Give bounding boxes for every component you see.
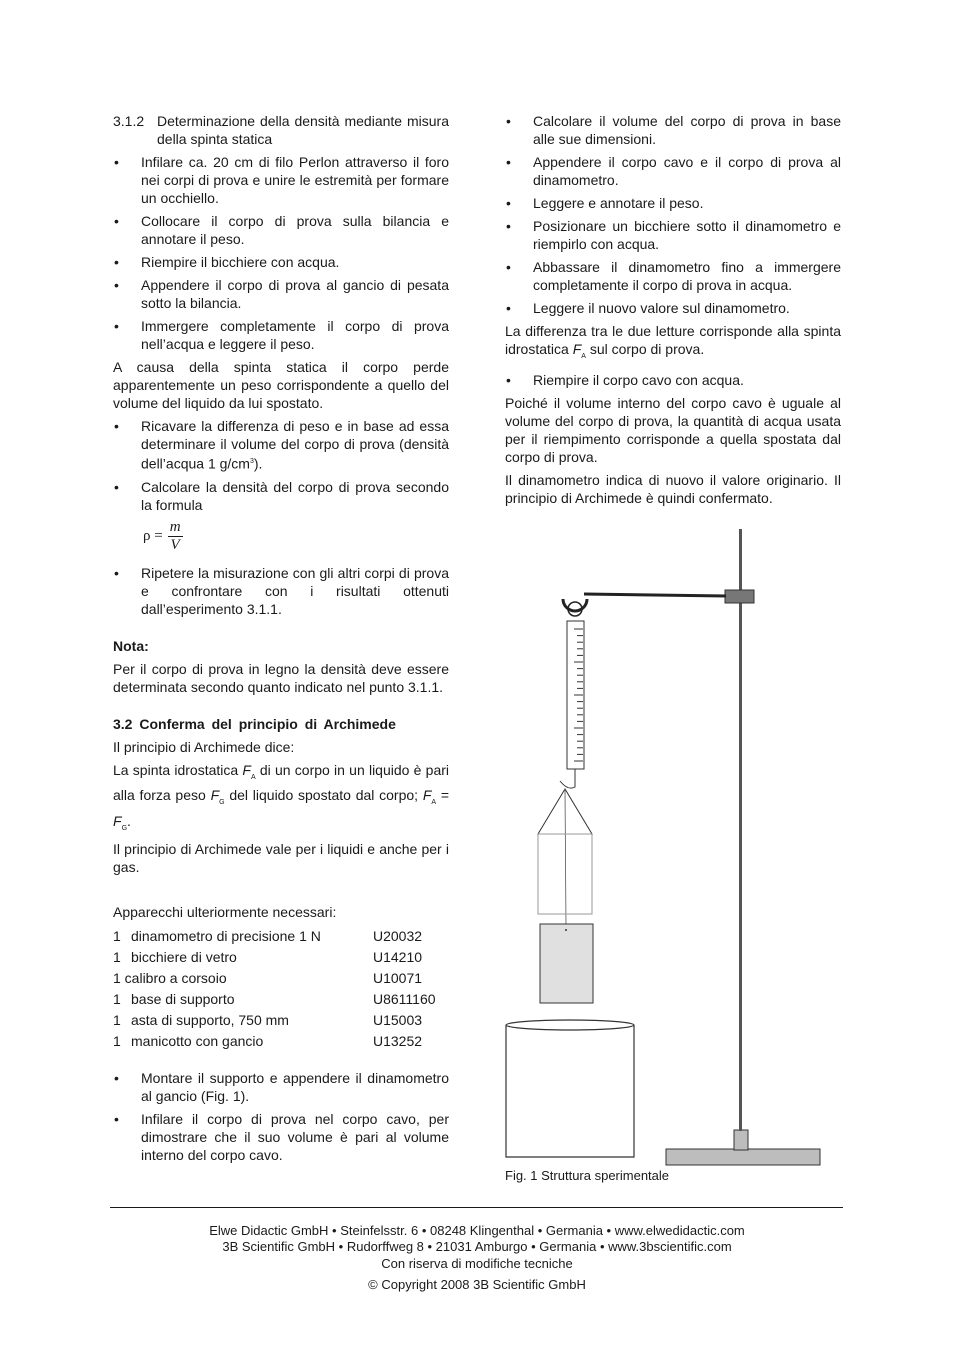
table-cell-qty: 1 (113, 991, 121, 1008)
formula-fraction (168, 519, 183, 554)
footer-divider (110, 1207, 843, 1208)
footer-line-3: Con riserva di modifiche tecniche (381, 1256, 573, 1271)
bullet-list-e (505, 371, 841, 389)
text-part: La spinta idrostatica (113, 761, 243, 778)
archimede-statement (113, 761, 449, 838)
table-cell-name: asta di supporto, 750 mm (131, 1012, 289, 1029)
table-cell-name: dinamometro di precisione 1 N (131, 928, 321, 945)
apparecchi-title: Apparecchi ulteriormente necessari: (113, 904, 337, 921)
table-row (113, 990, 436, 1011)
table-cell-qty: 1 (113, 1012, 121, 1029)
list-item: • Leggere il nuovo valore sul dinamometro. (505, 299, 841, 317)
table-row (113, 948, 436, 969)
formula-rho: ρ = (143, 528, 163, 545)
table-cell-code: U20032 (373, 928, 423, 945)
bullet-list-d (505, 112, 841, 317)
table-cell-name: base di supporto (131, 991, 235, 1008)
list-item: • Calcolare il volume del corpo di prova in base alle sue dimensioni. (505, 112, 841, 148)
list-item: • Appendere il corpo cavo e il corpo di prova al dinamometro. (505, 153, 841, 189)
experiment-figure (500, 525, 830, 1175)
paragraph-final: Il dinamometro indica di nuovo il valore originario. Il principio di Archimede è quindi confermato. (505, 471, 841, 506)
text-part: sul corpo di prova. (585, 341, 705, 357)
subscript-g: G (219, 799, 225, 807)
text-part: di un corpo in un liquido è pari alla forza peso (113, 761, 450, 804)
support-rod (739, 529, 742, 1131)
bullet-list-b2 (113, 564, 449, 618)
symbol-f: F (113, 813, 122, 830)
section-312-title: Determinazione della densità mediante misura della spinta statica (157, 113, 449, 147)
symbol-f: F (422, 787, 432, 804)
list-item: • Leggere e annotare il peso. (505, 194, 841, 212)
list-item: • Riempire il bicchiere con acqua. (113, 253, 449, 271)
section-312-heading (113, 112, 449, 148)
list-item: • Collocare il corpo di prova sulla bilancia e annotare il peso. (113, 212, 449, 248)
bullet-list-a (113, 153, 449, 353)
list-item: • Ripetere la misurazione con gli altri corpi di prova e confrontare con i risultati ottenuti dall’esperimento 3.1.1. (113, 564, 449, 618)
archimede-gas: Il principio di Archimede vale per i liquidi e anche per i gas. (113, 841, 449, 876)
test-body-hole (565, 929, 567, 931)
superscript: 3 (249, 458, 254, 465)
footer-line-1: Elwe Didactic GmbH • Steinfelsstr. 6 • 08248 Klingenthal • Germania • www.elwedidactic.com (209, 1223, 745, 1238)
subscript-a: A (250, 773, 256, 781)
table-cell-code: U13252 (373, 1033, 423, 1050)
list-item: • Riempire il corpo cavo con acqua. (505, 371, 841, 389)
table-cell-qty: 1 (113, 928, 121, 945)
table-row (113, 1011, 436, 1032)
table-cell-name: 1 calibro a corsoio (113, 970, 227, 987)
symbol-f: F (572, 341, 582, 357)
hook-ring (563, 599, 587, 611)
table-row (113, 1032, 436, 1053)
nota-title: Nota: (113, 637, 149, 654)
formula-denominator: V (170, 536, 180, 553)
list-item: • Montare il supporto e appendere il dinamometro al gancio (Fig. 1). (113, 1069, 449, 1105)
bullet-list-b (113, 417, 449, 514)
list-item: • Infilare ca. 20 cm di filo Perlon attraverso il foro nei corpi di prova e unire le estremità per formare un occhiello. (113, 153, 449, 207)
formula-numerator: m (169, 518, 181, 535)
table-cell-name: bicchiere di vetro (131, 949, 237, 966)
table-cell-code: U8611160 (373, 991, 436, 1008)
list-item: • Calcolare la densità del corpo di prova secondo la formula (113, 478, 449, 514)
rod-foot (734, 1130, 748, 1150)
table-cell-qty: 1 (113, 949, 121, 966)
symbol-f: F (242, 761, 251, 778)
text-part: La differenza tra le due letture corrisponde alla spinta idrostatica (505, 323, 841, 357)
footer-line-4: © Copyright 2008 3B Scientific GmbH (368, 1277, 586, 1292)
right-column (505, 112, 841, 512)
bullet-list-c (113, 1069, 449, 1164)
beaker-rim (506, 1020, 634, 1030)
paragraph-volume: Poiché il volume interno del corpo cavo è uguale al volume del corpo di prova, la quantità di acqua usata per il riempimento corrisponde a quella spostata dal corpo di prova. (505, 394, 841, 465)
apparecchi-table (113, 927, 436, 1053)
text-part: del liquido spostato dal corpo; (224, 787, 423, 804)
subscript-a: A (581, 352, 586, 360)
list-item: • Posizionare un bicchiere sotto il dinamometro e riempirlo con acqua. (505, 217, 841, 253)
table-row (113, 969, 436, 990)
left-column (113, 112, 449, 1169)
list-item: • Abbassare il dinamometro fino a immergere completamente il corpo di prova in acqua. (505, 258, 841, 294)
dynamometer-hook (560, 775, 575, 788)
section-312-number: 3.1.2 (113, 113, 145, 129)
figure-caption: Fig. 1 Struttura sperimentale (505, 1168, 670, 1183)
support-base (666, 1149, 820, 1165)
nota-text: Per il corpo di prova in legno la densità deve essere determinata secondo quanto indicato nel punto 3.1.1. (113, 660, 449, 695)
subscript-g: G (121, 825, 128, 833)
table-cell-code: U15003 (373, 1012, 423, 1029)
clamp-sleeve (725, 590, 754, 603)
hollow-body (538, 834, 592, 914)
list-item (113, 417, 449, 473)
list-item: • Immergere completamente il corpo di prova nell’acqua e leggere il peso. (113, 317, 449, 353)
density-formula (113, 519, 449, 554)
paragraph-spinta: A causa della spinta statica il corpo perde apparentemente un peso corrispondente a quello del volume del liquido da lui spostato. (113, 359, 449, 411)
table-row (113, 927, 436, 948)
table-cell-code: U10071 (373, 970, 423, 987)
footer-line-2: 3B Scientific GmbH • Rudorffweg 8 • 21031 Amburgo • Germania • www.3bscientific.com (222, 1239, 732, 1254)
list-item: • Infilare il corpo di prova nel corpo cavo, per dimostrare che il suo volume è pari al volume interno del corpo cavo. (113, 1110, 449, 1164)
section-32-title: 3.2 Conferma del principio di Archimede (113, 715, 396, 732)
archimede-intro: Il principio di Archimede dice: (113, 738, 295, 755)
list-item: • Appendere il corpo di prova al gancio di pesata sotto la bilancia. (113, 276, 449, 312)
hook-arm (584, 594, 726, 596)
list-item-text: Ricavare la differenza di peso e in base ad essa determinare il volume del corpo di prova (densità dell’acqua 1 g/cm (141, 418, 449, 472)
paragraph-differenza (505, 322, 841, 366)
table-cell-code: U14210 (373, 949, 423, 966)
beaker (506, 1025, 634, 1157)
text-part: . (127, 813, 131, 830)
table-cell-qty: 1 (113, 1033, 121, 1050)
symbol-f: F (210, 787, 220, 804)
table-cell-name: manicotto con gancio (131, 1033, 264, 1050)
list-item-text-end: ). (253, 455, 263, 472)
text-part: = (436, 787, 449, 804)
test-body (540, 924, 593, 1003)
subscript-a: A (431, 799, 437, 807)
